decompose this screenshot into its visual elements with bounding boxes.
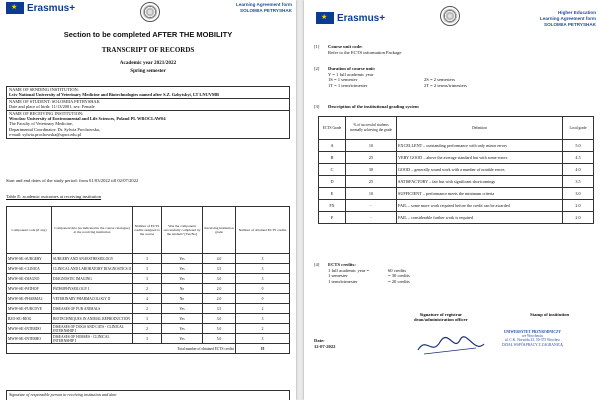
table-cell: 3	[133, 274, 162, 284]
grading-cell: FX	[319, 200, 346, 212]
column-header: Receiving institution grade	[203, 207, 236, 254]
grading-cell: 3.5	[563, 176, 594, 188]
grading-cell: E	[319, 188, 346, 200]
grading-row	[319, 200, 594, 212]
table-cell: VETERINARY PHARMACOLOGY II	[52, 294, 133, 304]
section-number: [2]	[314, 66, 320, 71]
total-row	[7, 344, 290, 354]
column-header: Number of ECTS credits assigned to the course	[133, 207, 162, 254]
table-cell: Yes	[162, 324, 203, 334]
grading-cell: 25	[346, 152, 397, 164]
table-cell: 3	[236, 314, 290, 324]
erasmus-logo	[316, 12, 385, 24]
table-cell: Yes	[162, 304, 203, 314]
ects-right: = 30 credits	[388, 273, 410, 279]
column-header: Number of obtained ECTS credits	[236, 207, 290, 254]
grading-row	[319, 188, 594, 200]
table-cell: 5.0	[203, 324, 236, 334]
stamp-line: DZIAŁ WSPÓŁPRACY Z ZAGRANICĄ	[502, 342, 563, 347]
grading-cell: F	[319, 212, 346, 224]
section-label: Description of the institutional grading system	[328, 104, 419, 109]
grading-cell: D	[319, 176, 346, 188]
table-cell: SURGERY AND ANAESTHESIOLOGY	[52, 254, 133, 264]
grading-cell: B	[319, 152, 346, 164]
ects-line	[328, 279, 410, 285]
signature-label	[414, 312, 468, 322]
table-cell: 2	[133, 324, 162, 334]
ects-left: 1 semester	[328, 273, 348, 279]
header-right	[540, 10, 596, 28]
coordinator: Departmental Coordinator: Dr. Sylwia Prochowska,	[9, 126, 100, 132]
table-cell: MWW-SE>DIAGNO	[7, 274, 52, 284]
grading-cell: -	[346, 200, 397, 212]
section-course-unit	[314, 44, 401, 55]
section-label: Course unit code:	[328, 44, 363, 49]
table-row	[7, 284, 290, 294]
section-title: Section to be completed AFTER THE MOBILITY	[63, 30, 233, 39]
column-header: Was the component successfully completed by the student? [Yes/No]	[162, 207, 203, 254]
column-header: % of successful students normally achieving the grade	[346, 117, 397, 140]
table-cell: No	[162, 284, 203, 294]
table-cell: MWW-SE>INTERHO	[7, 334, 52, 344]
table-cell: 3	[133, 334, 162, 344]
grading-cell: A	[319, 140, 346, 152]
table-cell: DISEASES OF HORSES - CLINICAL INTERNSHIP I	[52, 334, 133, 344]
table-cell: No	[162, 294, 203, 304]
table-cell: MWW-SE>FURCOVE	[7, 304, 52, 314]
grading-row	[319, 164, 594, 176]
table-cell: 4.0	[203, 254, 236, 264]
student-name: NAME OF STUDENT: SOLOMIIA PETRYSHAK	[9, 98, 100, 104]
duration-right: 2T = 2 terms/trimesters	[424, 82, 467, 88]
table-cell: 3.0	[203, 314, 236, 324]
eu-flag-icon	[316, 12, 334, 24]
column-header: Component title (as indicated in the course catalogue) at the receiving institution	[52, 207, 133, 254]
duration-right: 2S = 2 semesters	[424, 77, 456, 83]
stamp-line: UNIWERSYTET PRZYRODNICZY	[503, 330, 561, 334]
brand-text: Erasmus+	[337, 12, 386, 24]
table-cell: 3	[133, 264, 162, 274]
stamp-line: ul. C.K. Norwida 25, 50-375 Wrocław	[504, 338, 560, 343]
table-cell: PATHOPHYSIOLOGY I	[52, 284, 133, 294]
header-right	[236, 2, 292, 14]
grading-row	[319, 176, 594, 188]
table-cell: MWW-SE>CLINICA	[7, 264, 52, 274]
table-cell: 3	[236, 264, 290, 274]
table-cell: MWW-SE>SURGERY	[7, 254, 52, 264]
receiving-label: NAME OF RECEIVING INSTITUTION:	[9, 110, 84, 116]
table-cell: DISEASES OF DOGS AND CATS - CLINICAL INTERNSHIP I	[52, 324, 133, 334]
grading-cell: 4.0	[563, 164, 594, 176]
table-cell: MWW-SE>PATHOP	[7, 284, 52, 294]
header-line: Higher Education	[557, 10, 596, 15]
signature-label-line: dean/administration officer	[414, 317, 468, 322]
total-value: 19	[236, 344, 290, 354]
grading-cell: -	[346, 212, 397, 224]
total-label: Total number of obtained ECTS credits	[7, 344, 236, 354]
table-cell: RZO-SE>BIOG	[7, 314, 52, 324]
signature-box: Signature of responsible person in receiving institution and date	[6, 390, 290, 400]
table-cell: 0	[236, 294, 290, 304]
duration-line	[328, 83, 467, 89]
date-label: Date:	[314, 338, 325, 343]
receiving-name: Wroclaw University of Environmental and Life Sciences, Poland PL WROCLAW04	[9, 116, 166, 122]
grading-cell: C	[319, 164, 346, 176]
table-row	[7, 294, 290, 304]
table-cell: Yes	[162, 264, 203, 274]
section-number: [1]	[314, 44, 320, 49]
grading-system-table	[318, 116, 594, 224]
grading-cell: 25	[346, 176, 397, 188]
table-title: Table E: academic outcomes at receiving institution	[6, 194, 102, 199]
table-cell: 2.0	[203, 294, 236, 304]
column-header: Local grade	[563, 117, 594, 140]
sending-name: Lviv National University of Veterinary Medicine and Biotechnologies named after S.Z. Gzhytskyi, LT LNUVMB	[9, 92, 219, 98]
ects-right: 60 credits	[388, 267, 406, 273]
table-cell: 3	[133, 314, 162, 324]
academic-year: Academic year 2021/2022	[119, 60, 177, 66]
section-grading	[314, 104, 419, 110]
table-cell: Yes	[162, 314, 203, 324]
university-seal-icon	[440, 6, 460, 26]
date-row	[314, 338, 335, 349]
grading-cell: 30	[346, 164, 397, 176]
section-label: ECTS credits:	[328, 262, 356, 267]
table-row	[7, 264, 290, 274]
table-cell: 2	[133, 284, 162, 294]
table-cell: Yes	[162, 334, 203, 344]
stamp-label: Stamp of institution	[530, 312, 570, 317]
duration-left: Y = 1 full academic year	[328, 71, 374, 77]
grading-row	[319, 212, 594, 224]
grading-row	[319, 140, 594, 152]
institution-info-box	[6, 86, 290, 139]
transcript-page	[0, 0, 296, 400]
table-cell: 2	[236, 324, 290, 334]
header-line: SOLOMIIA PETRYSHAK	[240, 8, 292, 13]
signature-label-line: Signature of registrar	[419, 312, 463, 317]
section-number: [4]	[314, 262, 320, 267]
section-text: Refer to the ECTS information Package	[328, 49, 402, 55]
table-cell: DISEASES OF FUR ANIMALS	[52, 304, 133, 314]
column-header: Component code (if any)	[7, 207, 52, 254]
table-row	[7, 304, 290, 314]
section-label: Duration of course unit:	[328, 66, 376, 71]
section-number: [3]	[314, 104, 320, 109]
ects-left: 1 term/trimester	[328, 278, 358, 284]
table-cell: DIAGNOSTIC IMAGING	[52, 274, 133, 284]
table-row	[7, 254, 290, 264]
academic-outcomes-table	[6, 206, 290, 354]
grading-cell: 2.0	[563, 212, 594, 224]
grading-cell: FAIL – considerable further work is required	[397, 212, 563, 224]
date-value: 12-07-2022	[314, 343, 336, 349]
grading-cell: 4.5	[563, 152, 594, 164]
faculty: The Faculty of Veterinary Medicine,	[9, 121, 73, 127]
grading-cell: VERY GOOD – above the average standard but with some errors	[397, 152, 563, 164]
table-cell: 2.0	[203, 284, 236, 294]
table-cell: 3.5	[203, 304, 236, 314]
brand-text: Erasmus+	[27, 2, 76, 14]
table-cell: MWW-SE>PHARMA2	[7, 294, 52, 304]
erasmus-logo	[6, 2, 75, 14]
header-line: Learning Agreement form	[236, 2, 292, 7]
table-cell: 3.5	[203, 264, 236, 274]
table-header-row	[319, 117, 594, 140]
table-cell: MWW-SE>INTERDO	[7, 324, 52, 334]
institution-stamp	[502, 330, 563, 347]
table-cell: 3	[133, 254, 162, 264]
study-period: Start and end dates of the study period: from 01/03/2022 till 02/07/2022	[6, 178, 139, 183]
section-ects	[314, 262, 410, 284]
ects-right: = 20 credits	[388, 278, 410, 284]
student-birth: Date and place of birth: 11/13/2001, sex: Female	[9, 104, 95, 110]
sending-label: NAME OF SENDING INSTITUTION:	[9, 87, 79, 92]
grading-cell: EXCELLENT – outstanding performance with only minor errors	[397, 140, 563, 152]
table-cell: Yes	[162, 274, 203, 284]
table-cell: 3	[236, 274, 290, 284]
table-cell: 0	[236, 284, 290, 294]
grading-page	[304, 0, 600, 400]
table-cell: BIOTECHNIQUES IN ANIMAL REPRODUCTION	[52, 314, 133, 324]
coordinator-email: e-mail: sylwia.prochowska@upwr.edu.pl	[9, 132, 82, 138]
table-row	[7, 314, 290, 324]
table-cell: 2	[236, 304, 290, 314]
table-header-row	[7, 207, 290, 254]
table-cell: 4	[133, 294, 162, 304]
duration-left: 1S = 1 semester	[328, 77, 358, 83]
column-header: ECTS Grade	[319, 117, 346, 140]
table-row	[7, 324, 290, 334]
grading-cell: 2.0	[563, 200, 594, 212]
grading-cell: SUFFICIENT – performance meets the minimum criteria	[397, 188, 563, 200]
table-cell: 2	[133, 304, 162, 314]
stamp-line: we Wrocławiu	[521, 334, 543, 339]
handwritten-signature-icon	[416, 334, 486, 358]
grading-cell: GOOD – generally sound work with a number of notable errors	[397, 164, 563, 176]
table-cell: 3	[236, 254, 290, 264]
eu-flag-icon	[6, 2, 24, 14]
transcript-title: TRANSCRIPT OF RECORDS	[101, 46, 195, 54]
table-cell: 3	[236, 334, 290, 344]
column-header: Definition	[397, 117, 563, 140]
grading-cell: SATISFACTORY – fair but with significant shortcomings	[397, 176, 563, 188]
ects-left: 1 full academic year =	[328, 267, 370, 273]
header-line: SOLOMIIA PETRYSHAK	[544, 22, 596, 27]
grading-cell: 5.0	[563, 140, 594, 152]
grading-cell: 10	[346, 140, 397, 152]
table-cell: CLINICAL AND LABORATORY DIAGNOSTICS II	[52, 264, 133, 274]
grading-cell: 3.0	[563, 188, 594, 200]
grading-cell: 10	[346, 188, 397, 200]
duration-left: 1T = 1 term/trimester	[328, 82, 368, 88]
section-duration	[314, 66, 467, 88]
grading-cell: FAIL – some more work required before the credit can be awarded	[397, 200, 563, 212]
table-row	[7, 274, 290, 284]
semester: Spring semester	[130, 68, 166, 74]
university-seal-icon	[140, 2, 160, 22]
table-cell: 3.0	[203, 274, 236, 284]
table-row	[7, 334, 290, 344]
table-cell: 5.0	[203, 334, 236, 344]
header-line: Learning Agreement form	[540, 16, 596, 21]
grading-row	[319, 152, 594, 164]
table-cell: Yes	[162, 254, 203, 264]
